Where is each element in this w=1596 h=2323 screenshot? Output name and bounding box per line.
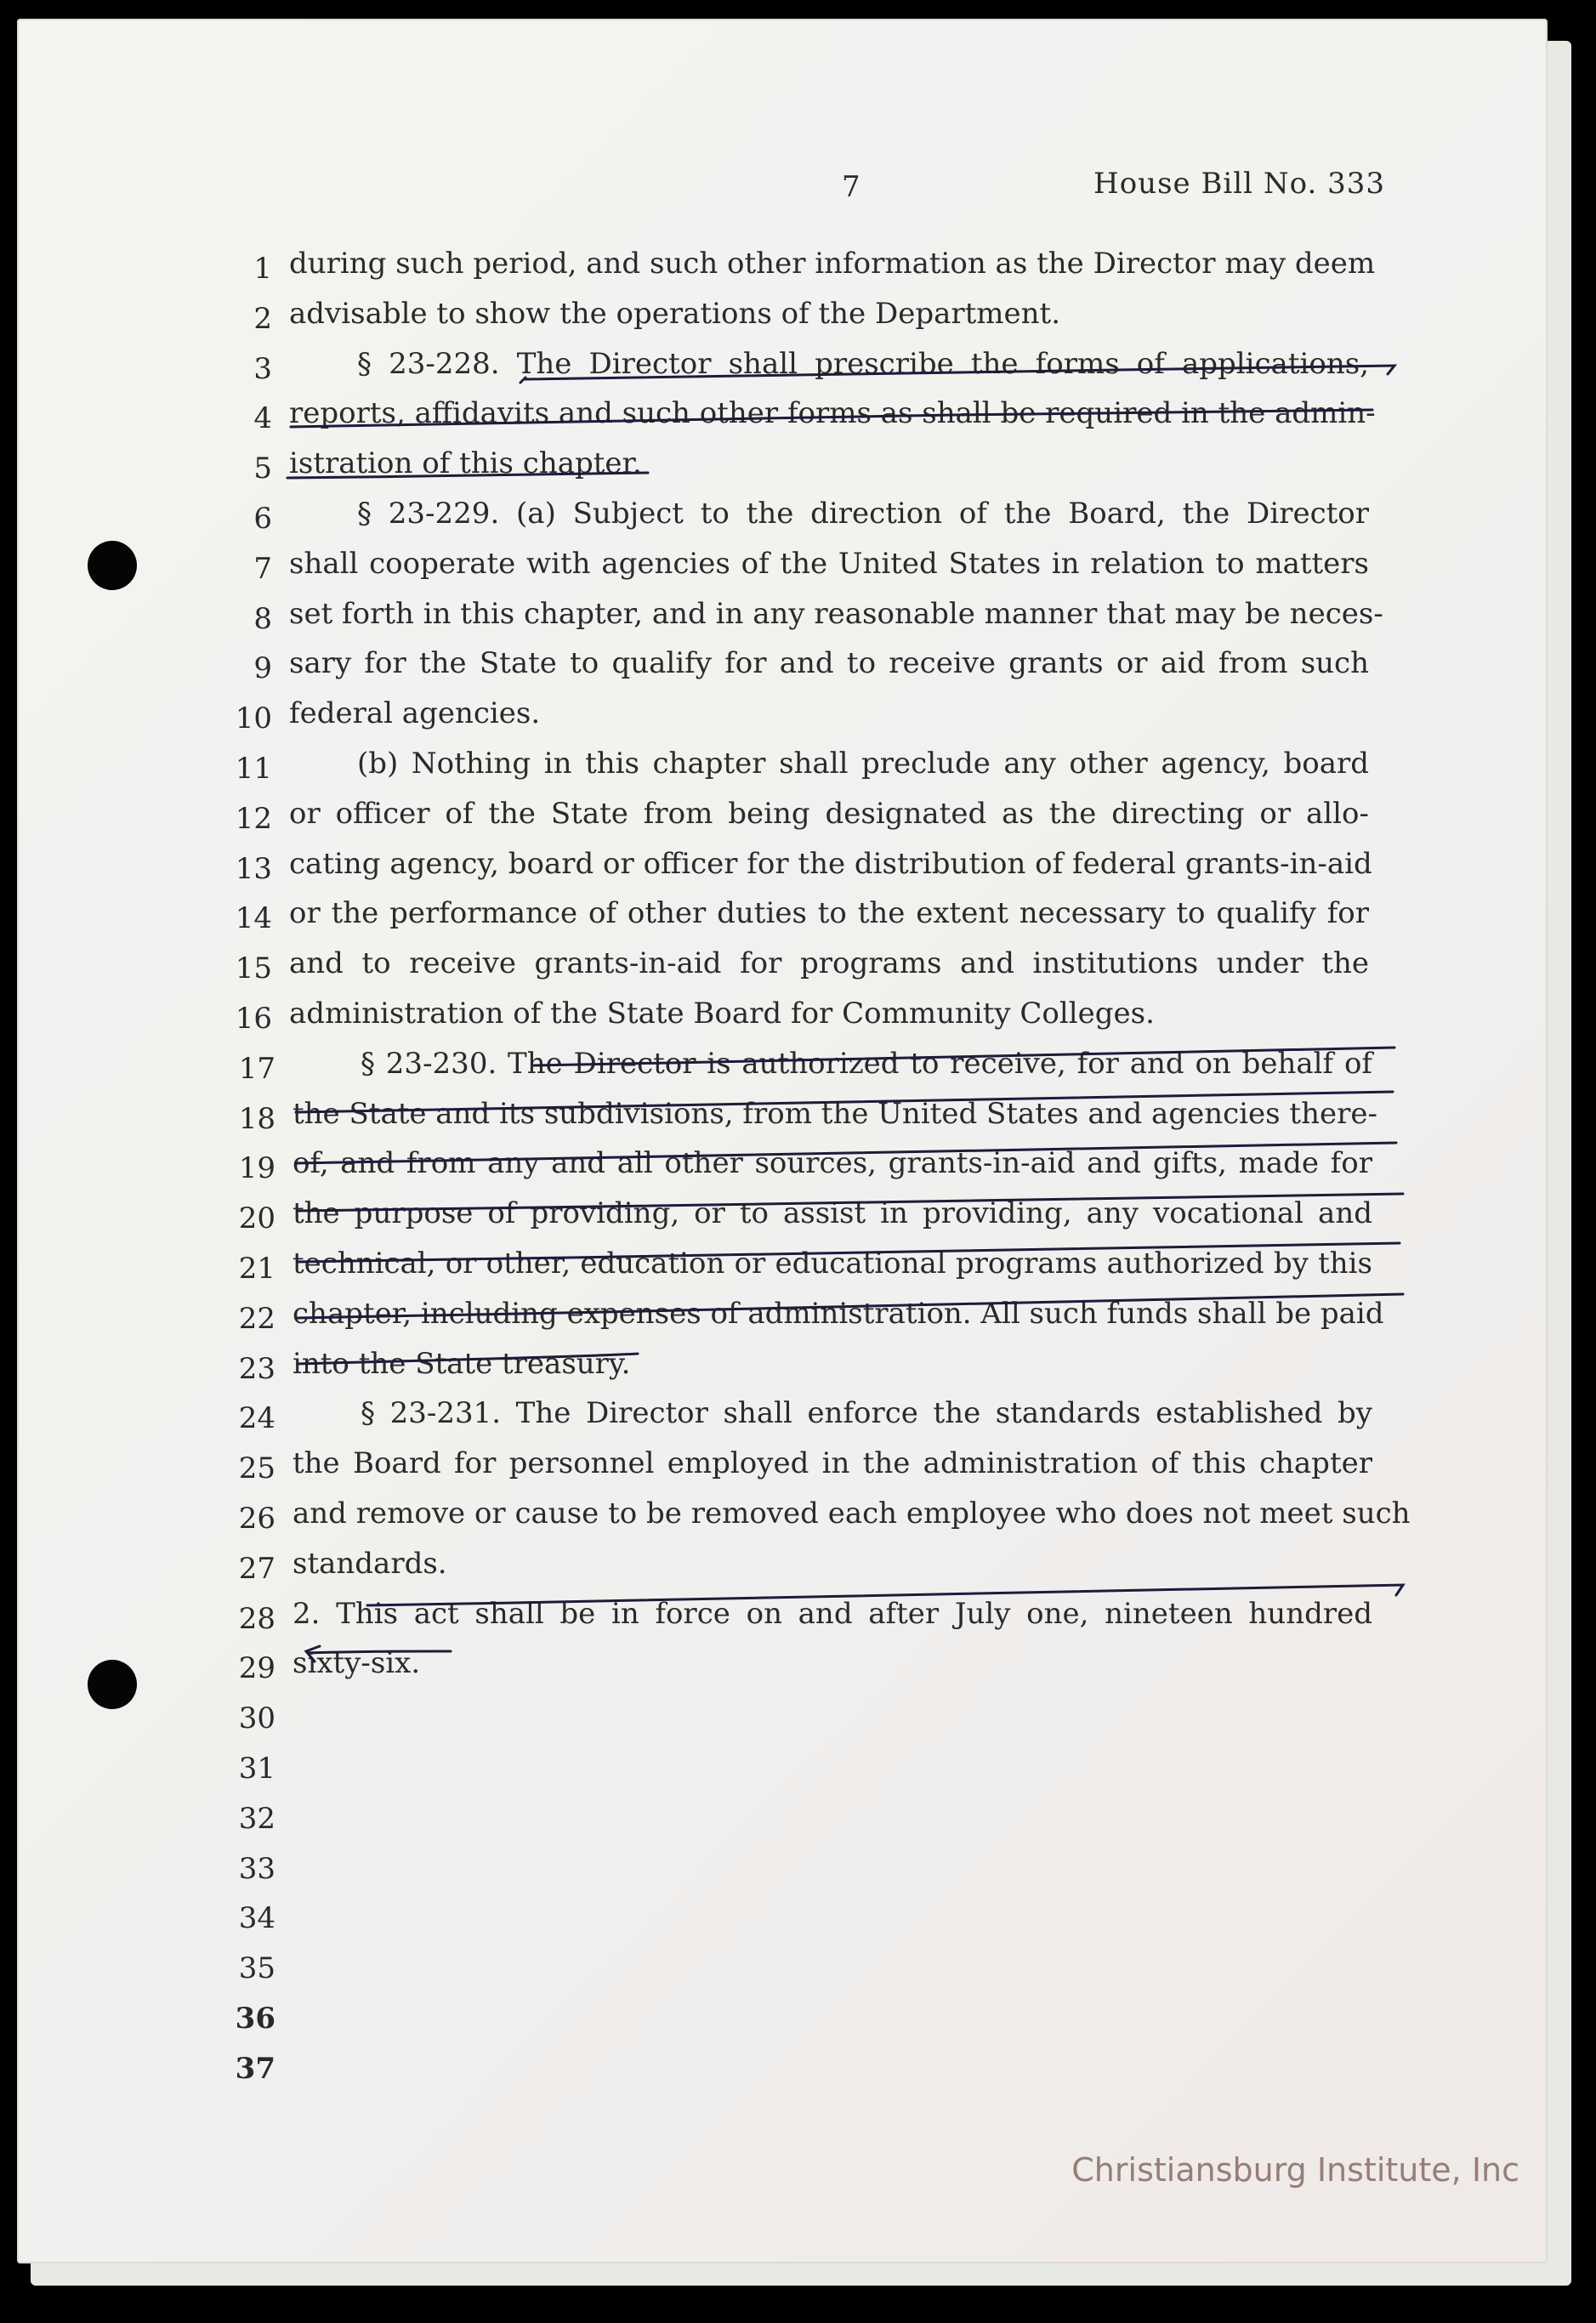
line-text: the purpose of providing, or to assist in providing, any vocational and bbox=[293, 1196, 1372, 1231]
numbered-line bbox=[230, 696, 1420, 751]
numbered-line bbox=[230, 896, 1420, 951]
line-number: 3 bbox=[253, 351, 272, 386]
line-text: of, and from any and all other sources, grants-in-aid and gifts, made for bbox=[293, 1146, 1372, 1181]
line-number: 16 bbox=[235, 1002, 272, 1036]
line-text: § 23-230. The Director is authorized to receive, for and on behalf of bbox=[361, 1046, 1372, 1081]
line-number: 4 bbox=[253, 401, 272, 436]
numbered-line bbox=[230, 546, 1420, 601]
line-number: 26 bbox=[238, 1502, 275, 1536]
line-number: 24 bbox=[238, 1401, 275, 1436]
numbered-line bbox=[230, 747, 1420, 801]
line-number: 21 bbox=[238, 1252, 275, 1286]
line-number: 34 bbox=[238, 1901, 275, 1936]
line-number: 10 bbox=[235, 701, 272, 736]
numbered-line bbox=[233, 2052, 1423, 2101]
numbered-line bbox=[230, 997, 1420, 1051]
line-number: 35 bbox=[238, 1951, 275, 1986]
numbered-line bbox=[233, 1296, 1423, 1351]
numbered-line bbox=[233, 1546, 1423, 1601]
bill-title: House Bill No. 333 bbox=[1093, 167, 1385, 201]
numbered-line bbox=[230, 247, 1420, 301]
line-number: 9 bbox=[253, 651, 272, 686]
line-number: 2 bbox=[253, 301, 272, 336]
numbered-line bbox=[230, 946, 1420, 1001]
line-text: § 23-231. The Director shall enforce the standards established by bbox=[361, 1396, 1372, 1431]
line-text: technical, or other, education or educational programs authorized by this bbox=[293, 1247, 1372, 1281]
line-number: 11 bbox=[235, 752, 272, 786]
line-number: 15 bbox=[235, 951, 272, 986]
watermark: Christiansburg Institute, Inc bbox=[1071, 2151, 1519, 2189]
numbered-line bbox=[233, 1247, 1423, 1301]
line-text: during such period, and such other information as the Director may deem bbox=[289, 247, 1376, 281]
numbered-line bbox=[233, 1346, 1423, 1401]
numbered-line bbox=[230, 796, 1420, 851]
line-text: istration of this chapter. bbox=[289, 446, 642, 481]
numbered-line bbox=[230, 346, 1420, 401]
line-number: 14 bbox=[235, 901, 272, 936]
line-number: 25 bbox=[238, 1451, 275, 1486]
line-number: 19 bbox=[238, 1151, 275, 1186]
numbered-line bbox=[230, 497, 1420, 551]
numbered-line bbox=[233, 1096, 1423, 1151]
line-number: 13 bbox=[235, 851, 272, 886]
numbered-line bbox=[233, 1046, 1423, 1101]
line-text: advisable to show the operations of the Department. bbox=[289, 296, 1061, 331]
line-number: 20 bbox=[238, 1201, 275, 1236]
line-text: federal agencies. bbox=[289, 696, 541, 731]
line-number: 18 bbox=[238, 1101, 275, 1136]
numbered-line bbox=[230, 446, 1420, 501]
line-text: standards. bbox=[293, 1546, 447, 1581]
numbered-line bbox=[233, 1596, 1423, 1651]
line-number: 1 bbox=[253, 252, 272, 286]
numbered-line bbox=[230, 596, 1420, 651]
line-text: set forth in this chapter, and in any reasonable manner that may be neces- bbox=[289, 596, 1383, 631]
line-number: 27 bbox=[238, 1551, 275, 1586]
line-text: § 23-229. (a) Subject to the direction of the Board, the Director bbox=[357, 497, 1369, 531]
numbered-line bbox=[230, 296, 1420, 351]
line-number: 23 bbox=[238, 1351, 275, 1386]
line-text: shall cooperate with agencies of the United States in relation to matters bbox=[289, 546, 1369, 581]
line-number: 5 bbox=[253, 452, 272, 486]
line-text: the Board for personnel employed in the administration of this chapter bbox=[293, 1446, 1372, 1481]
numbered-line bbox=[233, 1646, 1423, 1701]
line-text: into the State treasury. bbox=[293, 1346, 631, 1381]
numbered-line bbox=[230, 396, 1420, 451]
line-text: reports, affidavits and such other forms as shall be required in the admin- bbox=[289, 396, 1376, 431]
line-text: cating agency, board or officer for the distribution of federal grants-in-aid bbox=[289, 846, 1372, 881]
line-text: § 23-228. The Director shall prescribe the forms of applications, bbox=[357, 346, 1369, 381]
line-text: the State and its subdivisions, from the United States and agencies there- bbox=[293, 1096, 1377, 1131]
line-number: 29 bbox=[238, 1651, 275, 1686]
line-text: chapter, including expenses of administration. All such funds shall be paid bbox=[293, 1296, 1384, 1331]
numbered-line bbox=[233, 2002, 1423, 2051]
line-number: 12 bbox=[235, 801, 272, 836]
line-text: (b) Nothing in this chapter shall preclude any other agency, board bbox=[357, 747, 1369, 781]
numbered-line bbox=[233, 1852, 1423, 1901]
line-number: 37 bbox=[235, 2051, 275, 2086]
punch-hole-bottom bbox=[88, 1660, 137, 1709]
line-number: 33 bbox=[238, 1851, 275, 1886]
numbered-line bbox=[233, 1446, 1423, 1501]
line-number: 22 bbox=[238, 1301, 275, 1336]
line-number: 36 bbox=[235, 2002, 275, 2036]
numbered-line bbox=[233, 1196, 1423, 1251]
line-number: 32 bbox=[238, 1801, 275, 1836]
line-text: and to receive grants-in-aid for programs and institutions under the bbox=[289, 946, 1369, 981]
line-text: or officer of the State from being designated as the directing or allo- bbox=[289, 796, 1369, 831]
line-number: 6 bbox=[253, 502, 272, 536]
line-number: 31 bbox=[238, 1752, 275, 1786]
line-text: and remove or cause to be removed each employee who does not meet such bbox=[293, 1497, 1411, 1531]
line-number: 17 bbox=[238, 1051, 275, 1086]
numbered-line bbox=[230, 846, 1420, 901]
line-text: or the performance of other duties to the extent necessary to qualify for bbox=[289, 896, 1369, 931]
line-text: administration of the State Board for Community Colleges. bbox=[289, 997, 1155, 1031]
numbered-line bbox=[233, 1396, 1423, 1451]
numbered-line bbox=[233, 1752, 1423, 1801]
numbered-line bbox=[233, 1951, 1423, 2001]
numbered-line bbox=[230, 646, 1420, 701]
line-number: 30 bbox=[238, 1701, 275, 1736]
line-number: 8 bbox=[253, 601, 272, 636]
numbered-line bbox=[233, 1146, 1423, 1201]
line-text: sixty-six. bbox=[293, 1646, 421, 1681]
line-number: 28 bbox=[238, 1601, 275, 1636]
line-text: sary for the State to qualify for and to receive grants or aid from such bbox=[289, 646, 1369, 681]
punch-hole-top bbox=[88, 541, 137, 590]
numbered-line bbox=[233, 1901, 1423, 1951]
line-number: 7 bbox=[253, 551, 272, 586]
page-number: 7 bbox=[842, 170, 860, 204]
numbered-line bbox=[233, 1497, 1423, 1551]
numbered-line bbox=[233, 1802, 1423, 1851]
line-text: 2. This act shall be in force on and after July one, nineteen hundred bbox=[293, 1596, 1372, 1631]
numbered-line bbox=[233, 1701, 1423, 1751]
